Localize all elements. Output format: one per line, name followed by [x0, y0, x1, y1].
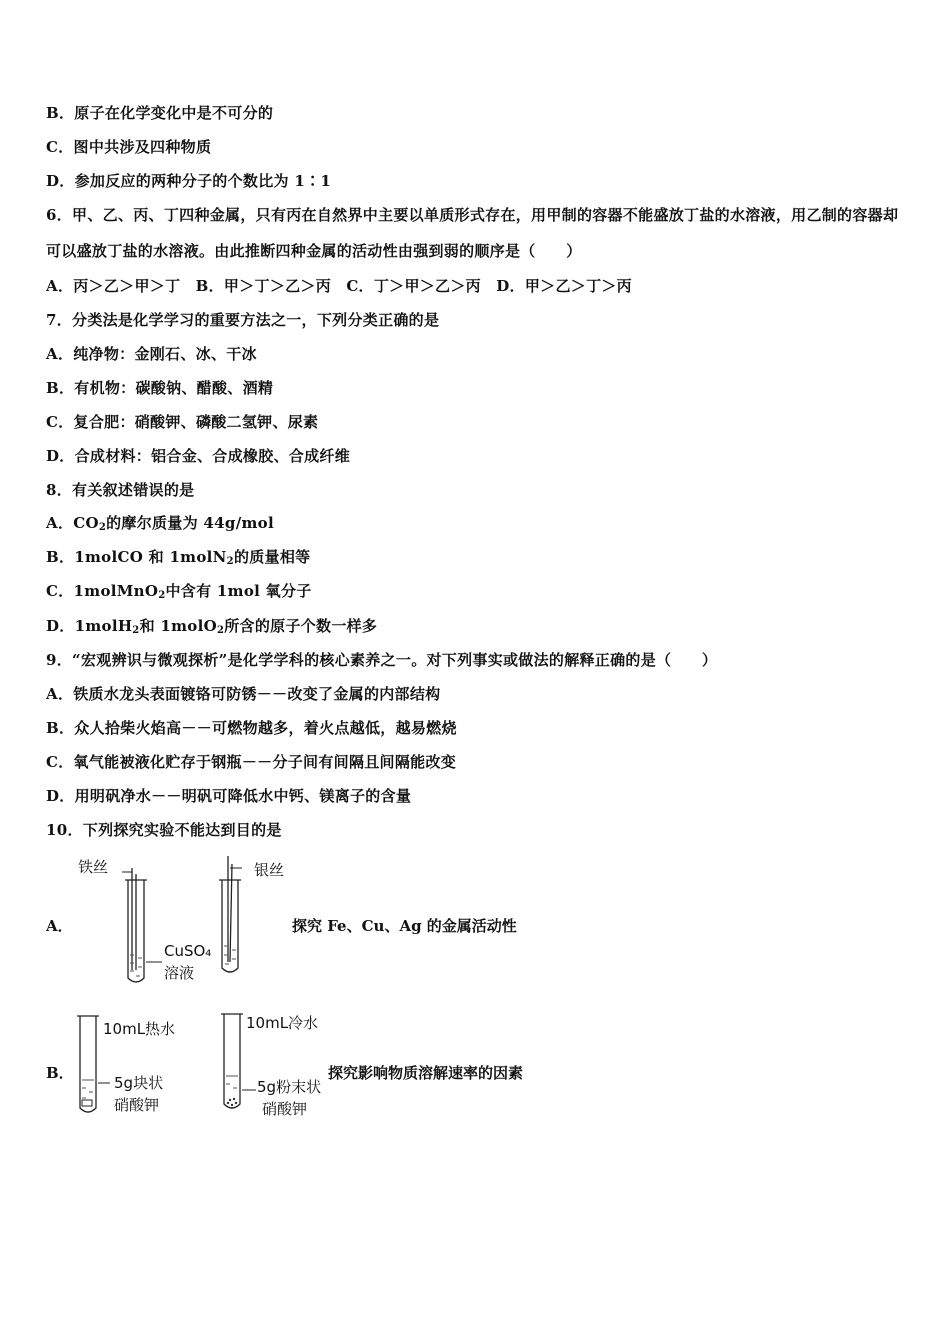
solution-label: 溶液 — [164, 964, 195, 982]
kno3-label-1: 硝酸钾 — [114, 1096, 160, 1114]
iron-wire-label: 铁丝 — [78, 858, 109, 876]
q10-option-b-description: 探究影响物质溶解速率的因素 — [328, 1064, 524, 1082]
q10-option-b-label: B． — [46, 1064, 74, 1082]
q8-option-d: D．1molH$_2$和 1molO$_2$所含的原子个数一样多 — [46, 617, 378, 636]
q8-stem: 8．有关叙述错误的是 — [46, 481, 195, 499]
q7-option-c: C．复合肥：硝酸钾、磷酸二氢钾、尿素 — [46, 413, 319, 431]
q8-option-c: C．1molMnO$_2$中含有 1mol 氧分子 — [46, 582, 312, 601]
q8-option-b: B．1molCO 和 1molN$_2$的质量相等 — [46, 548, 311, 567]
silver-wire-label: 银丝 — [254, 861, 285, 879]
q6-options: A．丙＞乙＞甲＞丁 B．甲＞丁＞乙＞丙 C．丁＞甲＞乙＞丙 D．甲＞乙＞丁＞丙 — [46, 277, 632, 295]
q5-option-c: C．图中共涉及四种物质 — [46, 138, 212, 156]
q6-stem: 6．甲、乙、丙、丁四种金属，只有丙在自然界中主要以单质形式存在，用甲制的容器不能盛放丁盐的水溶液，用乙制的容器却可以盛放丁盐的水溶液。由此推断四种金属的活动性由强到弱的顺序是（ ） — [46, 206, 899, 260]
q9-option-c: C．氧气能被液化贮存于钢瓶－－分子间有间隔且间隔能改变 — [46, 753, 457, 771]
q10-option-a-label: A． — [46, 917, 73, 935]
cuso4-label: CuSO₄ — [164, 942, 212, 960]
hot-water-label: 10mL热水 — [103, 1020, 176, 1038]
powder-label: 5g粉末状 — [257, 1078, 322, 1096]
q9-option-d: D．用明矾净水－－明矾可降低水中钙、镁离子的含量 — [46, 787, 412, 805]
q7-option-a: A．纯净物：金刚石、冰、干冰 — [46, 345, 257, 363]
q10-figure-b — [70, 1008, 330, 1123]
q7-option-d: D．合成材料：铝合金、合成橡胶、合成纤维 — [46, 447, 351, 465]
q5-option-d: D．参加反应的两种分子的个数比为 1∶1 — [46, 172, 332, 190]
q7-stem: 7．分类法是化学学习的重要方法之一，下列分类正确的是 — [46, 311, 440, 329]
q9-stem: 9．“宏观辨识与微观探析”是化学学科的核心素养之一。对下列事实或做法的解释正确的是（ ） — [46, 651, 718, 669]
q8-option-a: A．$CO_2$的摩尔质量为 44g/mol — [46, 514, 274, 533]
q9-option-a: A．铁质水龙头表面镀铬可防锈－－改变了金属的内部结构 — [46, 685, 441, 703]
q10-stem: 10．下列探究实验不能达到目的是 — [46, 821, 282, 839]
lump-label: 5g块状 — [114, 1074, 164, 1092]
q10-figure-a — [70, 850, 310, 990]
kno3-label-2: 硝酸钾 — [262, 1100, 308, 1118]
q10-option-a-description: 探究 Fe、Cu、Ag 的金属活动性 — [292, 917, 517, 935]
q5-option-b: B．原子在化学变化中是不可分的 — [46, 104, 274, 122]
q7-option-b: B．有机物：碳酸钠、醋酸、酒精 — [46, 379, 274, 397]
cold-water-label: 10mL冷水 — [246, 1014, 319, 1032]
q9-option-b: B．众人拾柴火焰高－－可燃物越多，着火点越低，越易燃烧 — [46, 719, 457, 737]
